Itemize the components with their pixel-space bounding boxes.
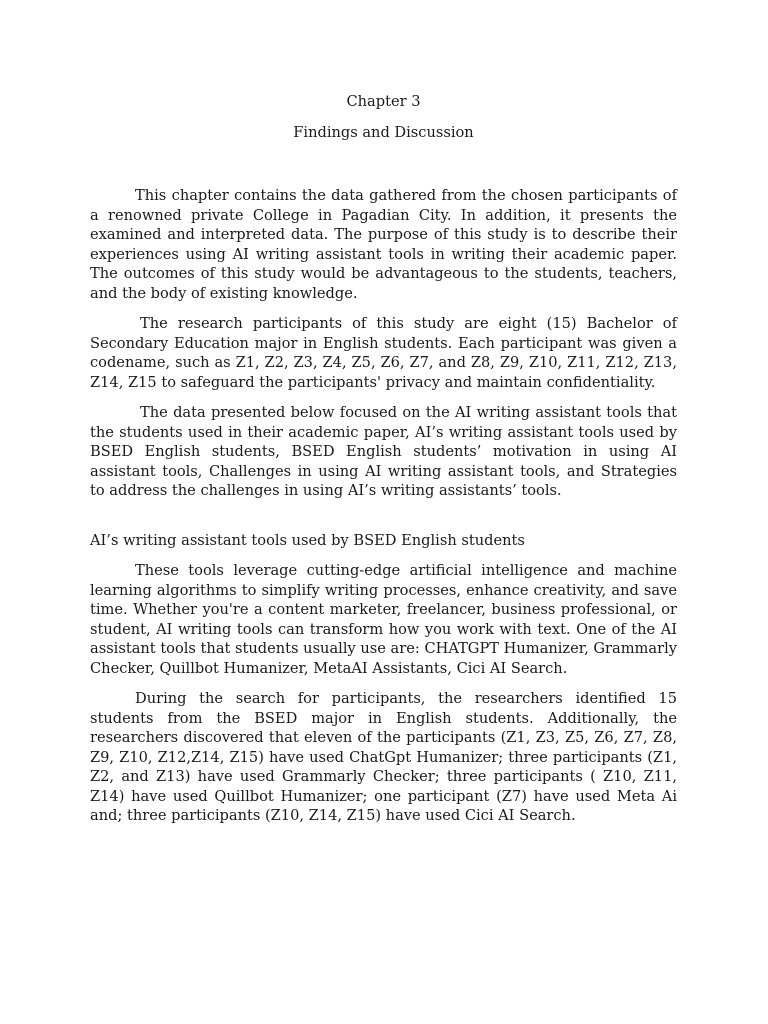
document-page bbox=[90, 92, 677, 837]
section-paragraph-1: These tools leverage cutting-edge artificial intelligence and machine learning algorithms to simplify writing processes, enhance creativity, and save time. Whether you're a content marketer, freelancer, business professional, or student, AI writing tools can transform how you work with text. One of the AI assistant tools that students usually use are: CHATGPT Humanizer, Grammarly Checker, Quillbot Humanizer, MetaAI Assistants, Cici AI Search. bbox=[90, 562, 677, 677]
intro-paragraph-3: The data presented below focused on the AI writing assistant tools that the students used in their academic paper, AI’s writing assistant tools used by BSED English students, BSED English students’ motivation in using AI assistant tools, Challenges in using AI writing assistant tools, and Strategies to address the challenges in using AI’s writing assistants’ tools. bbox=[90, 404, 677, 499]
intro-paragraph-2: The research participants of this study are eight (15) Bachelor of Secondary Education major in English students. Each participant was given a codename, such as Z1, Z2, Z3, Z4, Z5, Z6, Z7, and Z8, Z9, Z10, Z11, Z12, Z13, Z14, Z15 to safeguard the participants' privacy and maintain confidentiality. bbox=[90, 315, 677, 391]
chapter-label: Chapter 3 bbox=[346, 93, 421, 110]
chapter-title: Findings and Discussion bbox=[293, 123, 474, 141]
intro-paragraph-1: This chapter contains the data gathered from the chosen participants of a renowned private College in Pagadian City. In addition, it presents the examined and interpreted data. The purpose of this study is to describe their experiences using AI writing assistant tools in writing their academic paper. The outcomes of this study would be advantageous to the students, teachers, and the body of existing knowledge. bbox=[90, 187, 677, 302]
section-paragraph-2: During the search for participants, the researchers identified 15 students from the BSED major in English students. Additionally, the researchers discovered that eleven of the participants (Z1, Z3, Z5, Z6, Z7, Z8, Z9, Z10, Z12,Z14, Z15) have used ChatGpt Humanizer; three participants (Z1, Z2, and Z13) have used Grammarly Checker; three participants ( Z10, Z11, Z14) have used Quillbot Humanizer; one participant (Z7) have used Meta Ai and; three participants (Z10, Z14, Z15) have used Cici AI Search. bbox=[90, 690, 677, 824]
section-heading: AI’s writing assistant tools used by BSED English students bbox=[90, 531, 525, 549]
